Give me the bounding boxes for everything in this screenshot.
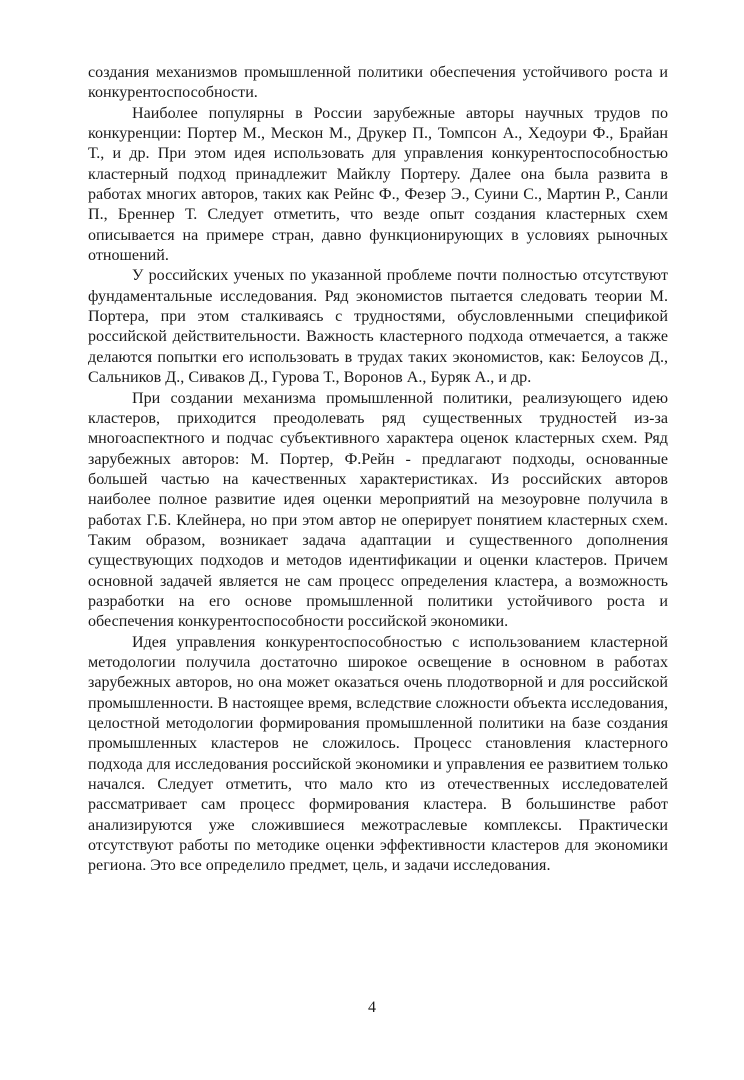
paragraph-foreign-authors: Наиболее популярны в России зарубежные авторы научных трудов по конкуренции: Портер М., Мескон М., Друкер П., Томпсон А., Хедоури Ф., Брайан Т., и др. При этом идея использовать для управления конкурентоспособностью кластерный подход принадлежит Майклу Портеру. Далее она была развита в работах многих авторов, таких как Рейнс Ф., Фезер Э., Суини С., Мартин Р., Санли П., Бреннер Т. Следует отметить, что везде опыт создания кластерных схем описывается на примере стран, давно функционирующих в условиях рыночных отношений. [88,104,668,265]
paragraph-cluster-methodology: Идея управления конкурентоспособностью с использованием кластерной методологии получила достаточно широкое освещение в основном в работах зарубежных авторов, но она может оказаться очень плодотворной и для российской промышленности. В настоящее время, вследствие сложности объекта исследования, целостной методологии формирования промышленной политики на базе создания промышленных кластеров не сложилось. Процесс становления кластерного подхода для исследования российской экономики и управления ее развитием только начался. Следует отметить, что мало кто из отечественных исследователей рассматривает сам процесс формирования кластера. В большинстве работ анализируются уже сложившиеся межотраслевые комплексы. Практически отсутствуют работы по методике оценки эффективности кластеров для экономики региона. Это все определило предмет, цель, и задачи исследования. [88,633,668,875]
paragraph-continuation: создания механизмов промышленной политики обеспечения устойчивого роста и конкурентоспособности. [88,64,668,102]
page-number: 4 [368,999,376,1016]
body-text [88,63,668,877]
paragraph-industrial-policy: При создании механизма промышленной политики, реализующего идею кластеров, приходится преодолевать ряд существенных трудностей из-за многоаспектного и подчас субъективного характера оценок кластерных схем. Ряд зарубежных авторов: М. Портер, Ф.Рейн - предлагают подходы, основанные большей частью на качественных характеристиках. Из российских авторов наиболее полное развитие идея оценки мероприятий на мезоуровне получила в работах Г.Б. Клейнера, но при этом автор не оперирует понятием кластерных схем. Таким образом, возникает задача адаптации и существенного дополнения существующих подходов и методов идентификации и оценки кластеров. Причем основной задачей является не сам процесс определения кластера, а возможность разработки на его основе промышленной политики устойчивого роста и обеспечения конкурентоспособности российской экономики. [88,389,668,631]
paragraph-russian-scholars: У российских ученых по указанной проблеме почти полностью отсутствуют фундаментальные исследования. Ряд экономистов пытается следовать теории М. Портера, при этом сталкиваясь с трудностями, обусловленными спецификой российской действительности. Важность кластерного подхода отмечается, а также делаются попытки его использовать в трудах таких экономистов, как: Белоусов Д., Сальников Д., Сиваков Д., Гурова Т., Воронов А., Буряк А., и др. [88,267,668,387]
